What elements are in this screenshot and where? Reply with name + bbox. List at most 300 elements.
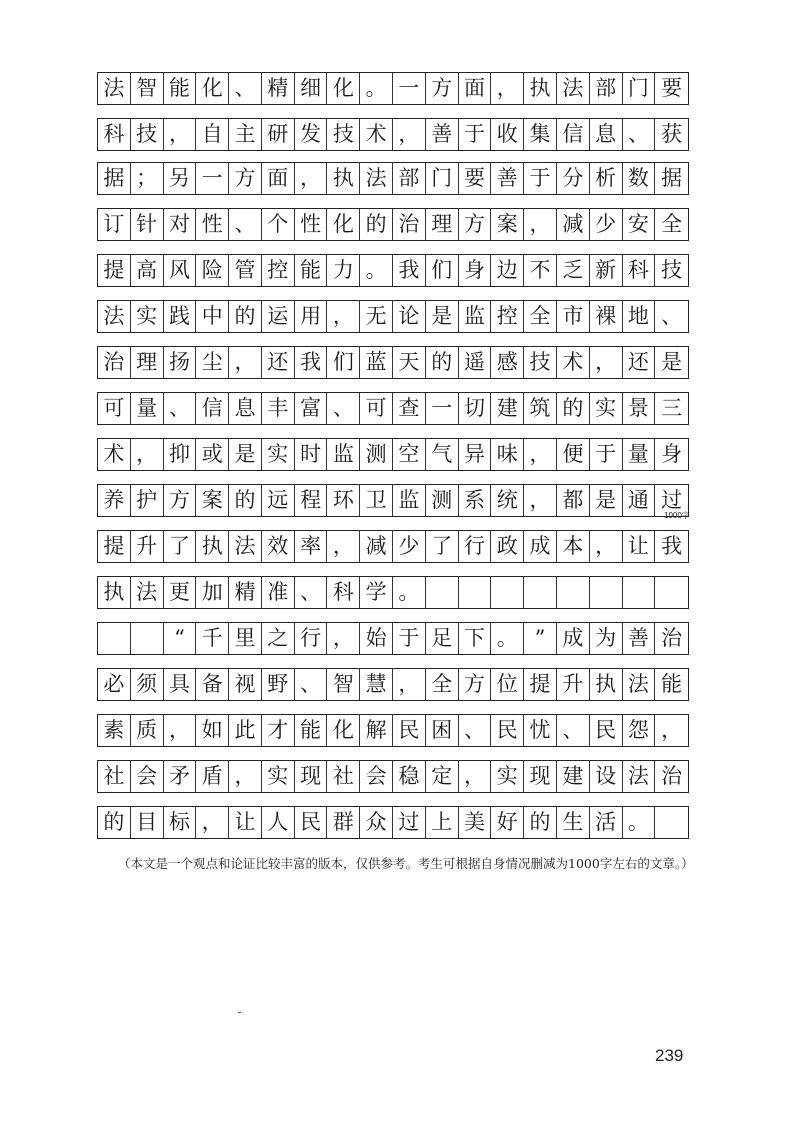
grid-cell: 提 [98, 255, 131, 286]
grid-cell: 法 [229, 531, 262, 562]
grid-cell: 能 [295, 715, 328, 746]
grid-cell: 针 [131, 209, 164, 240]
grid-cell: 监 [459, 301, 492, 332]
grid-cell: 生 [557, 807, 590, 838]
grid-cell [459, 577, 492, 608]
grid-row [97, 72, 689, 105]
grid-cell: 了 [164, 531, 197, 562]
grid-cell: 千 [196, 623, 229, 654]
grid-cell: 可 [360, 393, 393, 424]
grid-cell: 让 [623, 531, 656, 562]
grid-cell: 定 [426, 761, 459, 792]
grid-cell: 民 [295, 807, 328, 838]
grid-cell: 位 [491, 669, 524, 700]
grid-cell: 足 [426, 623, 459, 654]
grid-cell: 全 [426, 669, 459, 700]
grid-cell: 建 [491, 393, 524, 424]
grid-cell: 实 [262, 439, 295, 470]
grid-cell: 据 [661, 166, 683, 190]
grid-cell: 慧 [360, 669, 393, 700]
grid-cell: 、 [295, 669, 328, 700]
grid-cell: 建 [557, 761, 590, 792]
grid-cell: 、 [459, 715, 492, 746]
grid-cell [655, 577, 688, 608]
grid-cell: 于 [393, 623, 426, 654]
grid-cell: 设 [590, 761, 623, 792]
grid-cell: 好 [491, 807, 524, 838]
grid-cell: 里 [229, 623, 262, 654]
grid-cell: 执 [196, 531, 229, 562]
grid-cell: 本 [557, 531, 590, 562]
grid-cell: 善 [623, 623, 656, 654]
grid-cell: 、 [661, 304, 683, 328]
grid-cell: 治 [661, 626, 683, 650]
grid-cell: 困 [426, 715, 459, 746]
grid-cell: 发 [295, 119, 328, 150]
grid-row [97, 714, 689, 747]
grid-row [97, 162, 689, 195]
grid-cell: 的 [229, 301, 262, 332]
grid-row [97, 346, 689, 379]
grid-cell: 订 [98, 209, 131, 240]
grid-cell: 面 [262, 163, 295, 194]
grid-cell: 实 [590, 393, 623, 424]
grid-cell: 获 [661, 122, 683, 146]
grid-cell: 我 [393, 255, 426, 286]
grid-cell: 目 [131, 807, 164, 838]
grid-cell: 风 [164, 255, 197, 286]
grid-cell: ， [229, 761, 262, 792]
grid-cell: 让 [229, 807, 262, 838]
grid-cell: 成 [524, 531, 557, 562]
grid-cell: 能 [295, 255, 328, 286]
grid-cell: 的 [98, 807, 131, 838]
grid-cell: ， [459, 761, 492, 792]
grid-cell: ， [131, 439, 164, 470]
grid-cell: 技 [327, 119, 360, 150]
grid-cell: 筑 [524, 393, 557, 424]
grid-cell: ， [524, 485, 557, 516]
grid-cell: 卫 [360, 485, 393, 516]
grid-cell: 控 [491, 301, 524, 332]
grid-cell: 用 [295, 301, 328, 332]
grid-cell: 面 [459, 73, 492, 104]
grid-cell: ； [131, 163, 164, 194]
grid-row [97, 438, 689, 471]
grid-cell: 三 [661, 396, 683, 420]
grid-cell: 忧 [524, 715, 557, 746]
grid-cell: 率 [295, 531, 328, 562]
grid-cell: 门 [426, 163, 459, 194]
grid-cell: 众 [360, 807, 393, 838]
grid-cell: 据 [98, 163, 131, 194]
grid-cell: ， [327, 531, 360, 562]
grid-cell: ， [590, 347, 623, 378]
grid-cell: 如 [196, 715, 229, 746]
grid-cell: 社 [98, 761, 131, 792]
grid-cell: 监 [327, 439, 360, 470]
grid-cell: 监 [393, 485, 426, 516]
grid-cell: 精 [262, 73, 295, 104]
grid-cell: 的 [229, 485, 262, 516]
grid-cell: 分 [557, 163, 590, 194]
grid-cell: 新 [590, 255, 623, 286]
grid-cell: 术 [557, 347, 590, 378]
grid-cell: 性 [196, 209, 229, 240]
grid-row [97, 208, 689, 241]
page-number: 239 [655, 1046, 684, 1065]
grid-cell [623, 577, 656, 608]
grid-cell: 、 [557, 715, 590, 746]
grid-cell: 力 [327, 255, 360, 286]
grid-cell: 才 [262, 715, 295, 746]
grid-cell: 管 [229, 255, 262, 286]
grid-cell [655, 807, 688, 838]
grid-cell: 裸 [590, 301, 623, 332]
grid-cell: 护 [131, 485, 164, 516]
grid-cell: 美 [459, 807, 492, 838]
grid-cell: ， [327, 623, 360, 654]
grid-cell: 细 [295, 73, 328, 104]
grid-cell: 人 [262, 807, 295, 838]
grid-cell: 善 [491, 163, 524, 194]
grid-cell: 遥 [459, 347, 492, 378]
grid-cell: 险 [196, 255, 229, 286]
grid-cell: ， [295, 163, 328, 194]
grid-cell: 方 [459, 669, 492, 700]
grid-row [97, 484, 689, 517]
grid-cell: 要 [661, 76, 683, 100]
grid-cell: 富 [295, 393, 328, 424]
grid-cell: 实 [131, 301, 164, 332]
grid-cell: 于 [524, 163, 557, 194]
grid-cell: 查 [393, 393, 426, 424]
grid-cell: 执 [590, 669, 623, 700]
grid-cell: 门 [623, 73, 656, 104]
grid-cell: 信 [196, 393, 229, 424]
grid-cell: 集 [524, 119, 557, 150]
grid-cell: 治 [393, 209, 426, 240]
grid-cell: 景 [623, 393, 656, 424]
grid-cell: 提 [524, 669, 557, 700]
grid-cell: 技 [661, 258, 683, 282]
grid-cell: 学 [360, 577, 393, 608]
grid-cell: ， [196, 807, 229, 838]
grid-cell: 现 [295, 761, 328, 792]
grid-cell: 、 [229, 73, 262, 104]
grid-cell: 息 [229, 393, 262, 424]
grid-cell: 民 [590, 715, 623, 746]
grid-cell: 边 [491, 255, 524, 286]
grid-cell: 过 [661, 488, 683, 512]
grid-cell: 测 [360, 439, 393, 470]
grid-cell: 下 [459, 623, 492, 654]
scan-speck [238, 1012, 241, 1013]
grid-cell: 还 [623, 347, 656, 378]
grid-cell: 法 [131, 577, 164, 608]
grid-cell: 成 [557, 623, 590, 654]
grid-cell: 会 [360, 761, 393, 792]
grid-cell: 部 [590, 73, 623, 104]
grid-cell: 一 [426, 393, 459, 424]
grid-cell: 一 [393, 73, 426, 104]
grid-cell: 量 [623, 439, 656, 470]
grid-cell: 化 [327, 209, 360, 240]
grid-cell: 执 [524, 73, 557, 104]
grid-cell: 系 [459, 485, 492, 516]
grid-cell: 行 [459, 531, 492, 562]
grid-cell: 科 [623, 255, 656, 286]
grid-cell: 政 [491, 531, 524, 562]
grid-cell: 环 [327, 485, 360, 516]
grid-cell: 能 [661, 672, 683, 696]
grid-row [97, 668, 689, 701]
grid-cell: 的 [557, 393, 590, 424]
grid-cell: 实 [491, 761, 524, 792]
grid-row [97, 300, 689, 333]
grid-row [97, 530, 689, 563]
grid-cell: 化 [196, 73, 229, 104]
grid-row [97, 576, 689, 609]
grid-cell: 于 [590, 439, 623, 470]
grid-cell: 我 [661, 534, 683, 558]
grid-cell: 术 [360, 119, 393, 150]
grid-cell: 我 [295, 347, 328, 378]
grid-cell: 全 [524, 301, 557, 332]
grid-cell: 智 [327, 669, 360, 700]
grid-cell: 技 [131, 119, 164, 150]
grid-cell: 过 [393, 807, 426, 838]
word-count-marker: 1000字 [664, 511, 690, 520]
grid-cell: 、 [229, 209, 262, 240]
grid-cell: ， [524, 209, 557, 240]
grid-cell [426, 577, 459, 608]
footnote: （本文是一个观点和论证比较丰富的版本，仅供参考。考生可根据自身情况删减为1000字左右的文章。） [118, 856, 694, 871]
grid-cell: 、 [623, 119, 656, 150]
grid-cell [98, 623, 131, 654]
grid-cell [131, 623, 164, 654]
grid-cell: 全 [661, 212, 683, 236]
grid-cell: 论 [393, 301, 426, 332]
grid-cell: 另 [164, 163, 197, 194]
grid-cell: 析 [590, 163, 623, 194]
grid-cell: ， [327, 301, 360, 332]
grid-cell: 升 [557, 669, 590, 700]
grid-cell: 素 [98, 715, 131, 746]
grid-cell: 收 [491, 119, 524, 150]
grid-cell: 了 [426, 531, 459, 562]
grid-cell: 不 [524, 255, 557, 286]
grid-cell: 统 [491, 485, 524, 516]
grid-cell [491, 577, 524, 608]
grid-cell: 或 [196, 439, 229, 470]
grid-cell: ， [393, 119, 426, 150]
grid-cell: 提 [98, 531, 131, 562]
grid-cell: 治 [661, 764, 683, 788]
grid-cell: 科 [327, 577, 360, 608]
grid-cell: 减 [557, 209, 590, 240]
grid-cell: 测 [426, 485, 459, 516]
grid-cell: 一 [196, 163, 229, 194]
grid-cell [557, 577, 590, 608]
grid-cell: 是 [590, 485, 623, 516]
grid-cell: 少 [393, 531, 426, 562]
grid-cell: 息 [590, 119, 623, 150]
grid-cell: 民 [393, 715, 426, 746]
grid-cell: 运 [262, 301, 295, 332]
grid-cell: 扬 [164, 347, 197, 378]
grid-cell: 是 [661, 350, 683, 374]
grid-cell: 术 [98, 439, 131, 470]
grid-cell: 、 [327, 393, 360, 424]
grid-cell: 现 [524, 761, 557, 792]
grid-cell: 蓝 [360, 347, 393, 378]
grid-cell: 行 [295, 623, 328, 654]
grid-cell: 切 [459, 393, 492, 424]
grid-cell: 活 [590, 807, 623, 838]
grid-cell: 身 [661, 442, 683, 466]
grid-cell: 为 [590, 623, 623, 654]
grid-cell: 须 [131, 669, 164, 700]
grid-cell: 无 [360, 301, 393, 332]
grid-cell: 便 [557, 439, 590, 470]
grid-cell: 中 [196, 301, 229, 332]
grid-cell: 始 [360, 623, 393, 654]
grid-cell: 社 [327, 761, 360, 792]
grid-cell: 时 [295, 439, 328, 470]
grid-cell: 尘 [196, 347, 229, 378]
grid-cell: 化 [327, 73, 360, 104]
grid-cell: 必 [98, 669, 131, 700]
grid-cell: 稳 [393, 761, 426, 792]
grid-cell: 能 [164, 73, 197, 104]
grid-cell: 善 [426, 119, 459, 150]
grid-cell: 研 [262, 119, 295, 150]
grid-cell: 。 [623, 807, 656, 838]
grid-cell: 案 [196, 485, 229, 516]
grid-cell: 视 [229, 669, 262, 700]
grid-cell: 地 [623, 301, 656, 332]
grid-cell: ” [524, 623, 557, 654]
grid-cell: 们 [327, 347, 360, 378]
grid-cell: 理 [426, 209, 459, 240]
grid-cell: ， [164, 119, 197, 150]
grid-cell: 理 [131, 347, 164, 378]
grid-cell: 。 [360, 73, 393, 104]
grid-cell: 乏 [557, 255, 590, 286]
grid-cell: 准 [262, 577, 295, 608]
grid-cell: “ [164, 623, 197, 654]
grid-cell: 矛 [164, 761, 197, 792]
grid-cell: 少 [590, 209, 623, 240]
grid-row [97, 622, 689, 655]
grid-cell: 技 [524, 347, 557, 378]
grid-cell: 方 [164, 485, 197, 516]
grid-cell: 加 [196, 577, 229, 608]
grid-cell: 的 [426, 347, 459, 378]
grid-cell: 丰 [262, 393, 295, 424]
grid-cell: ， [524, 439, 557, 470]
grid-cell: ， [661, 718, 683, 742]
grid-cell: 法 [360, 163, 393, 194]
grid-cell: 之 [262, 623, 295, 654]
grid-cell: 于 [459, 119, 492, 150]
grid-cell: 高 [131, 255, 164, 286]
grid-cell: 备 [196, 669, 229, 700]
grid-cell: 。 [491, 623, 524, 654]
grid-cell: 具 [164, 669, 197, 700]
grid-cell: 上 [426, 807, 459, 838]
grid-cell: ， [590, 531, 623, 562]
grid-cell: 执 [327, 163, 360, 194]
grid-row [97, 254, 689, 287]
grid-cell: 的 [524, 807, 557, 838]
grid-cell: 、 [164, 393, 197, 424]
grid-cell: 要 [459, 163, 492, 194]
grid-cell: 此 [229, 715, 262, 746]
grid-cell: 方 [459, 209, 492, 240]
grid-cell: 是 [426, 301, 459, 332]
grid-row [97, 806, 689, 839]
grid-cell: 民 [491, 715, 524, 746]
grid-cell: 味 [491, 439, 524, 470]
grid-row [97, 392, 689, 425]
grid-cell: 治 [98, 347, 131, 378]
grid-cell: ， [393, 669, 426, 700]
grid-cell: 都 [557, 485, 590, 516]
grid-cell: ， [229, 347, 262, 378]
grid-cell: 通 [623, 485, 656, 516]
grid-cell: 气 [426, 439, 459, 470]
grid-cell: 法 [557, 73, 590, 104]
grid-cell: 市 [557, 301, 590, 332]
grid-cell: 部 [393, 163, 426, 194]
grid-cell: 抑 [164, 439, 197, 470]
grid-cell: 对 [164, 209, 197, 240]
grid-cell: 盾 [196, 761, 229, 792]
grid-cell: 量 [131, 393, 164, 424]
grid-cell: 科 [98, 119, 131, 150]
grid-cell: 法 [98, 73, 131, 104]
grid-cell: 空 [393, 439, 426, 470]
grid-cell: 化 [327, 715, 360, 746]
grid-cell: 可 [98, 393, 131, 424]
grid-cell: 践 [164, 301, 197, 332]
grid-cell: 。 [360, 255, 393, 286]
grid-cell [590, 577, 623, 608]
grid-cell: 信 [557, 119, 590, 150]
grid-cell: 精 [229, 577, 262, 608]
grid-cell: 性 [295, 209, 328, 240]
grid-cell: 数 [623, 163, 656, 194]
grid-cell: 。 [393, 577, 426, 608]
grid-cell: 更 [164, 577, 197, 608]
grid-cell: 主 [229, 119, 262, 150]
grid-row [97, 760, 689, 793]
grid-cell: 升 [131, 531, 164, 562]
grid-cell [524, 577, 557, 608]
grid-cell: 们 [426, 255, 459, 286]
grid-cell: 自 [196, 119, 229, 150]
grid-cell: 方 [229, 163, 262, 194]
grid-cell: 的 [360, 209, 393, 240]
grid-cell: 、 [295, 577, 328, 608]
grid-cell: 法 [98, 301, 131, 332]
grid-row [97, 118, 689, 151]
grid-cell: 减 [360, 531, 393, 562]
grid-cell: 法 [623, 669, 656, 700]
grid-cell: 效 [262, 531, 295, 562]
